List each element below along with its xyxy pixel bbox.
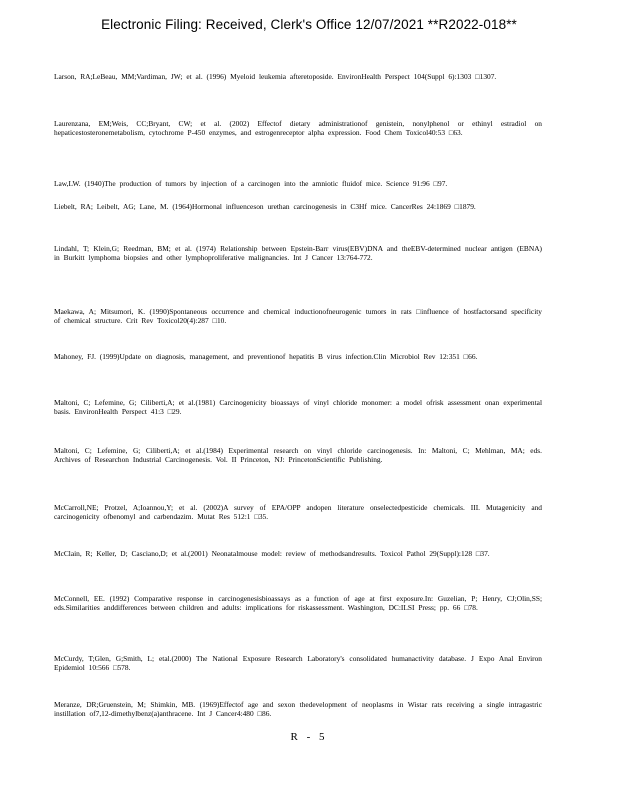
reference-entry: Maltoni, C; Lefemine, G; Ciliberti,A; et al.(1981) Carcinogenicity bioassays of vinyl chloride monomer: a model ofrisk assessment onan experimental basis. EnvironHealth Perspect 41:3 □29. [54,398,542,417]
reference-entry: Law,LW. (1940)The production of tumors by injection of a carcinogen into the amniotic fluidof mice. Science 91:96 □97. [54,179,448,188]
reference-entry: Larson, RA;LeBeau, MM;Vardiman, JW; et al. (1996) Myeloid leukemia afteretoposide. EnvironHealth Perspect 104(Suppl 6):1303 □1307. [54,72,497,81]
reference-entry: Laurenzana, EM;Weis, CC;Bryant, CW; et al. (2002) Effectof dietary administrationof genistein, nonylphenol or ethinyl estradiol on hepaticestosteronemetabolism, cytochrome P-450 enzymes, and estrogenreceptor alpha expression. Food Chem Toxicol40:53 □63. [54,119,542,138]
reference-entry: McConnell, EE. (1992) Comparative response in carcinogenesisbioassays as a function of age at first exposure.In: Guzelian, P; Henry, CJ;Olin,SS; eds.Similarities anddifferences between children and adults: implications for riskassessment. Washington, DC:ILSI Press; pp. 66 □78. [54,594,542,613]
reference-entry: Maltoni, C; Lefemine, G; Ciliberti,A; et al.(1984) Experimental research on vinyl chloride carcinogenesis. In: Maltoni, C; Mehlman, MA; eds. Archives of Researchon Industrial Carcinogenesis. Vol. II Princeton, NJ: PrincetonScientific Publishing. [54,446,542,465]
reference-entry: Mahoney, FJ. (1999)Update on diagnosis, management, and preventionof hepatitis B virus infection.Clin Microbiol Rev 12:351 □66. [54,352,478,361]
filing-header: Electronic Filing: Received, Clerk's Office 12/07/2021 **R2022-018** [101,17,517,32]
reference-entry: Liebelt, RA; Leibelt, AG; Lane, M. (1964)Hormonal influenceson urethan carcinogenesis in C3Hf mice. CancerRes 24:1869 □1879. [54,202,476,211]
reference-entry: Maekawa, A; Mitsumori, K. (1990)Spontaneous occurrence and chemical inductionofneurogenic tumors in rats □influence of hostfactorsand specificity of chemical structure. Crit Rev Toxicol20(4):287 □10. [54,307,542,326]
reference-entry: Meranze, DR;Gruenstein, M; Shimkin, MB. (1969)Effectof age and sexon thedevelopment of neoplasms in Wistar rats receiving a single intragastric instillation of7,12-dimethylbenz(a)anthracene. Int J Cancer4:480 □86. [54,700,542,719]
reference-entry: McCurdy, T;Glen, G;Smith, L; etal.(2000) The National Exposure Research Laboratory's consolidated humanactivity database. J Expo Anal Environ Epidemiol 10:566 □578. [54,654,542,673]
reference-entry: McClain, R; Keller, D; Casciano,D; et al.(2001) Neonatalmouse model: review of methodsandresults. Toxicol Pathol 29(Suppl):128 □37. [54,549,490,558]
reference-entry: Lindahl, T; Klein,G; Reedman, BM; et al. (1974) Relationship between Epstein-Barr virus(EBV)DNA and theEBV-determined nuclear antigen (EBNA) in Burkitt lymphoma biopsies and other lymphoproliferative malignancies. Int J Cancer 13:764-772. [54,244,542,263]
reference-entry: McCarroll,NE; Protzel, A;Ioannou,Y; et al. (2002)A survey of EPA/OPP andopen literature onselectedpesticide chemicals. III. Mutagenicity and carcinogenicity ofbenomyl and carbendazim. Mutat Res 512:1 □35. [54,503,542,522]
page-number: R - 5 [290,731,328,743]
